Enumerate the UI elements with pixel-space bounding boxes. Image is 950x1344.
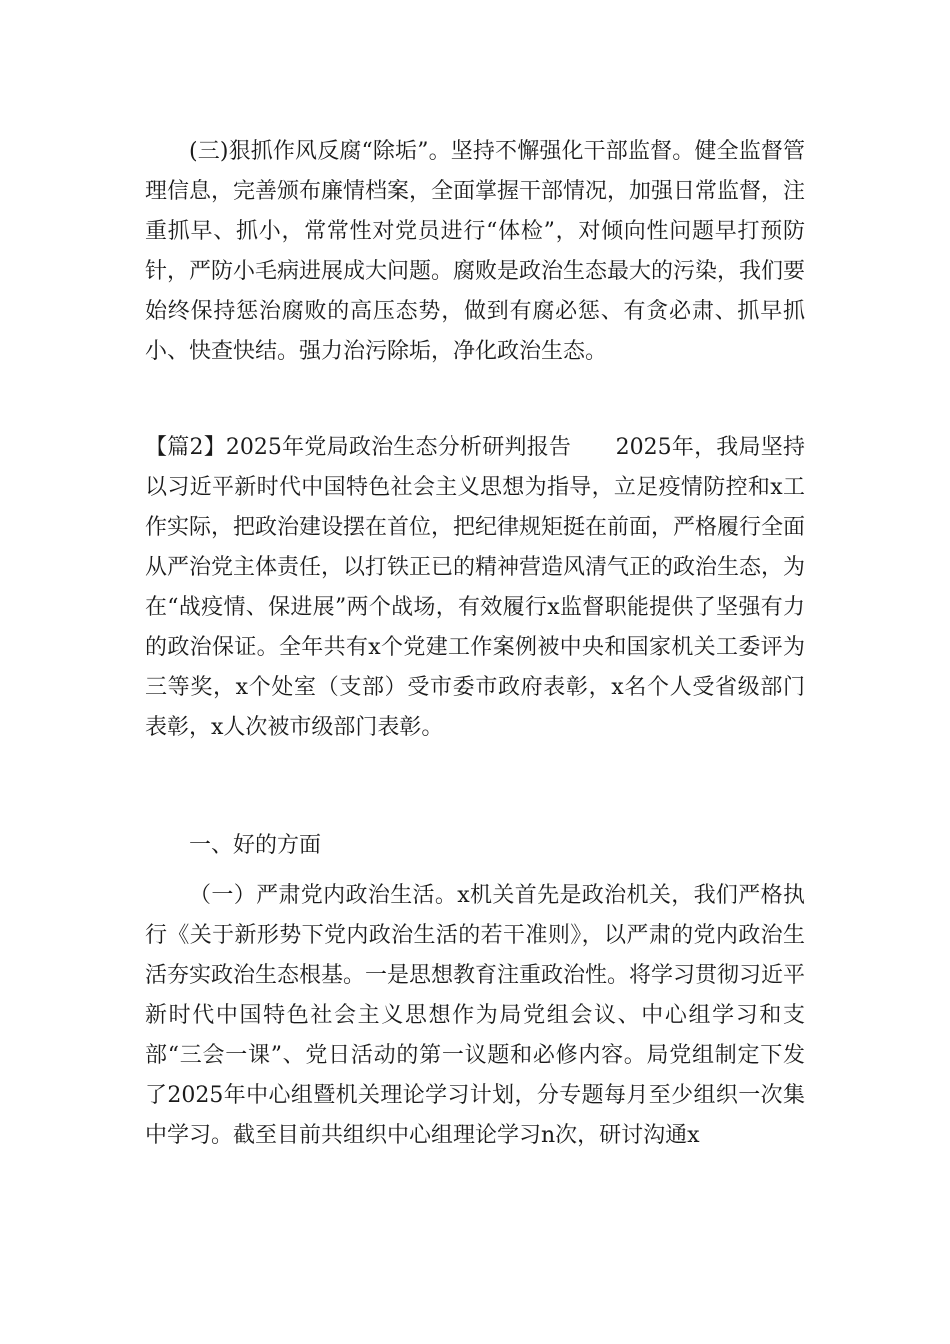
paragraph: （一）严肃党内政治生活。x机关首先是政治机关，我们严格执行《关于新形势下党内政治生活的若干准则》，以严肃的党内政治生活夯实政治生态根基。一是思想教育注重政治性。将学习贯彻习近平新时代中国特色社会主义思想作为局党组会议、中心组学习和支部“三会一课”、党日活动的第一议题和必修内容。局党组制定下发了2025年中心组暨机关理论学习计划，分专题每月至少组织一次集中学习。截至目前共组织中心组理论学习n次，研讨沟通x [145, 883, 806, 1148]
section-three-paragraph [145, 132, 805, 372]
section-heading [145, 826, 805, 866]
article-two-intro-paragraph [145, 428, 805, 748]
paragraph: 【篇2】2025年党局政治生态分析研判报告 2025年，我局坚持以习近平新时代中国特色社会主义思想为指导，立足疫情防控和x工作实际，把政治建设摆在首位，把纪律规矩挺在前面，严格履行全面从严治党主体责任，以打铁正已的精神营造风清气正的政治生态，为在“战疫情、保进展”两个战场，有效履行x监督职能提供了坚强有力的政治保证。全年共有x个党建工作案例被中央和国家机关工委评为三等奖，x个处室（支部）受市委市政府表彰，x名个人受省级部门表彰，x人次被市级部门表彰。 [145, 435, 806, 740]
heading-good-aspects: 一、好的方面 [189, 833, 322, 858]
paragraph: (三)狠抓作风反腐“除垢”。坚持不懈强化干部监督。健全监督管理信息，完善颁布廉情档案，全面掌握干部情况，加强日常监督，注重抓早、抓小，常常性对党员进行“体检”，对倾向性问题早打预防针，严防小毛病进展成大问题。腐败是政治生态最大的污染，我们要始终保持惩治腐败的高压态势，做到有腐必惩、有贪必肃、抓早抓小、快查快结。强力治污除垢，净化政治生态。 [145, 139, 806, 364]
subsection-one-paragraph [145, 876, 805, 1156]
